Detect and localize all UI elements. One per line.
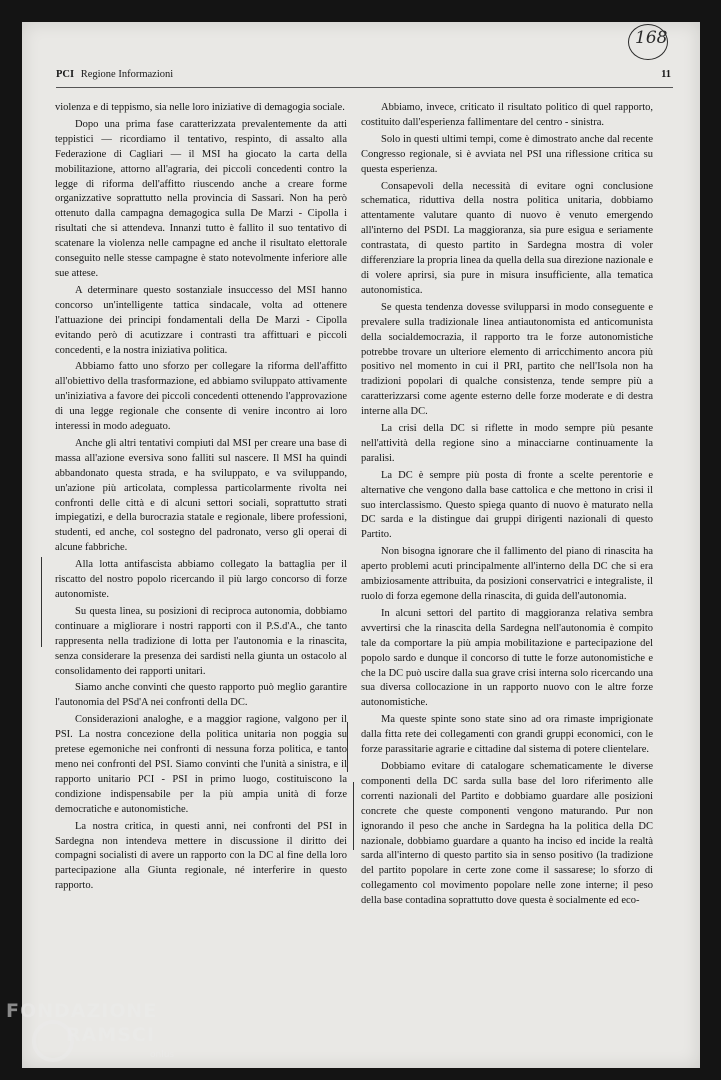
right-column — [361, 101, 653, 911]
paragraph: Anche gli altri tentativi compiuti dal MSI per creare una base di massa all'azione eversiva sono falliti sul nascere. Il MSI ha quindi abbandonato questa strada, e ha sviluppato, e va sviluppando, un'azione più articolata, complessa particolarmente rivolta nei confronti delle città e di alcuni settori sociali, soprattutto strati impiegatizi, e della burocrazia statale e regionale, libere professioni, studenti, ed anche, col sostegno del padronato, verso gli operai di alcune fabbriche. — [55, 437, 347, 554]
paragraph: Su questa linea, su posizioni di reciproca autonomia, dobbiamo continuare a migliorare i nostri rapporti con il P.S.d'A., che tanto rappresenta nella tradizione di lotta per l'autonomia e la rinascita, senza considerare la presenza dei sardisti nella giunta un ostacolo al consolidamento dei rapporti unitari. — [55, 605, 347, 677]
margin-mark-left — [41, 557, 42, 647]
page-number: 11 — [661, 69, 671, 80]
paragraph: Non bisogna ignorare che il fallimento del piano di rinascita ha aperto problemi acuti principalmente all'interno della DC che si era ambiziosamente attribuita, da posizioni conservatrici e integraliste, il ruolo di forza egemone della rinascita, di guida dell'autonomia. — [361, 546, 653, 602]
paragraph: Abbiamo fatto uno sforzo per collegare la riforma dell'affitto all'obiettivo della trasformazione, ed abbiamo sviluppato attivamente un'iniziativa a favore dei piccoli concedenti ottenendo l'approvazione di una legge regionale che consente di venire incontro ai loro interessi in modo adeguato. — [55, 361, 347, 433]
document-page — [22, 22, 700, 1068]
paragraph: Abbiamo, invece, criticato il risultato politico di quel rapporto, costituito dall'esperienza fallimentare del centro - sinistra. — [361, 102, 653, 128]
paragraph: Dopo una prima fase caratterizzata prevalentemente da atti teppistici — ricordiamo il tentativo, respinto, di assalto alla Federazione di Cagliari — il MSI ha giocato la carta della mobilitazione, attorno all'agraria, dei piccoli concedenti contro la legge di riforma dell'affitto riuscendo anche a creare forme organizzative soprattutto nella provincia di Sassari. Non ha però ottenuto dalla campagna demagogica sulla De Marzi - Cipolla i risultati che si attendeva. Innanzi tutto è fallito il suo tentativo di scatenare la violenza nelle campagne ed anche il risultato elettorale conseguito nelle stesse campagne è stato notevolmente inferiore alle sue attese. — [55, 118, 347, 279]
watermark-line-3: onlus — [150, 1050, 175, 1060]
margin-mark-right-1 — [347, 722, 348, 772]
paragraph: Dobbiamo evitare di catalogare schematicamente le diverse componenti della DC sarda sulla base del loro riferimento alle correnti nazionali del Partito e dobbiamo guardare alle posizioni concrete che queste componenti vengono maturando. Pur non ignorando il peso che anche in Sardegna ha la politica della DC nazionale, dobbiamo guardare a quanto ha inciso ed incide la realtà sarda all'interno di questo partito sia in senso positivo (la tradizione del partito popolare in certe zone come il sassarese; lo sforzo di collegamento col movimento popolare nelle zone interne; il peso della base contadina soprattutto dove questa è socialmente ed eco- — [361, 760, 653, 907]
paragraph: Consapevoli della necessità di evitare ogni conclusione schematica, riduttiva della nostra politica unitaria, dobbiamo attentamente valutare quanto di nuovo è venuto emergendo all'interno del PSDI. La maggioranza, sia pure esigua e seriamente contrastata, di questo partito in Sardegna mostra di voler differenziare la propria linea da quella della sua direzione nazionale e di volere aprirsi, sia pure in misura insufficiente, alla tematica autonomistica. — [361, 180, 653, 296]
paragraph: Ma queste spinte sono state sino ad ora rimaste imprigionate dalla fitta rete dei collegamenti con grandi gruppi economici, con le forze parassitarie agrarie e cittadine dal sistema di potere clientelare. — [361, 714, 653, 756]
paragraph: La DC è sempre più posta di fronte a scelte perentorie e alternative che vengono dalla base cattolica e che mettono in crisi il suo interclassismo. Questo spiega quanto di nuovo è maturato nella DC sarda e la distingue dai gruppi dirigenti nazionali di questo Partito. — [361, 469, 653, 541]
paragraph: Siamo anche convinti che questo rapporto può meglio garantire l'autonomia del PSd'A nei confronti della DC. — [55, 682, 347, 709]
watermark-line-1: FONDAZIONE — [6, 1000, 158, 1022]
left-column — [55, 101, 347, 896]
paragraph: Alla lotta antifascista abbiamo collegato la battaglia per il riscatto del nostro popolo ricercando il più largo concorso di forze autonomiste. — [55, 559, 347, 600]
paragraph: A determinare questo sostanziale insuccesso del MSI hanno concorso un'intelligente tattica sindacale, volta ad ottenere l'attuazione dei principi fondamentali della De Marzi - Cipolla evitando però di acutizzare i contrasti tra affittuari e piccoli concedenti, e la nostra iniziativa politica. — [55, 284, 347, 356]
header-section: Regione Informazioni — [80, 69, 174, 80]
header-publication: PCI — [56, 69, 75, 80]
paragraph: Considerazioni analoghe, e a maggior ragione, valgono per il PSI. La nostra concezione della politica unitaria non poggia su pretese egemoniche nei confronti di nessuna forza politica, e tanto meno nei confronti del PSI. Siamo convinti che l'unità a sinistra, e il rapporto unitario PCI - PSI in primo luogo, costituiscono la condizione indispensabile per la più ampia unità di forze democratiche e autonomistiche. — [55, 714, 347, 815]
paragraph: La crisi della DC si riflette in modo sempre più pesante nell'attività della regione sino a minacciarne continuamente la paralisi. — [361, 423, 653, 464]
paragraph: violenza e di teppismo, sia nelle loro iniziative di demagogia sociale. — [55, 102, 345, 113]
watermark-line-2: RAMSCI — [66, 1024, 155, 1046]
header-title — [56, 69, 173, 80]
watermark-logo — [0, 998, 200, 1080]
paragraph: Se questa tendenza dovesse svilupparsi in modo conseguente e prevalere sulla tradizionale linea antiautonomista ed anticomunista della socialdemocrazia, il rapporto tra le forze autonomistiche potrebbe trovare un ulteriore elemento di arricchimento ancora più positivo nel momento in cui il PRI, partito che nell'Isola non ha tradizioni popolari di qualche consistenza, tende sempre più a caratterizzarsi come agente esterno delle forze moderate e di destra interne alla DC. — [361, 301, 653, 418]
paragraph: In alcuni settori del partito di maggioranza relativa sembra avvertirsi che la rinascita della Sardegna nell'autonomia è compito tale da comportare la più ampia mobilitazione e partecipazione del popolo sardo e dunque il concorso di tutte le forze autonomistiche e che la DC può uscire dalla sua grave crisi interna solo ricercando una sua diversa collocazione in un rapporto nuovo con le altre forze autonomistiche. — [361, 607, 653, 709]
paragraph: Solo in questi ultimi tempi, come è dimostrato anche dal recente Congresso regionale, si è avviata nel PSI una riflessione critica su questa esperienza. — [361, 133, 653, 175]
margin-mark-right-2 — [353, 782, 354, 850]
folio-number: 168 — [635, 28, 668, 48]
paragraph: La nostra critica, in questi anni, nei confronti del PSI in Sardegna non intendeva mettere in discussione il diritto dei compagni socialisti di avere un rapporto con la DC al fine della loro partecipazione alla Giunta regionale, né interferire in questo rapporto. — [55, 820, 347, 892]
running-header — [56, 69, 673, 88]
